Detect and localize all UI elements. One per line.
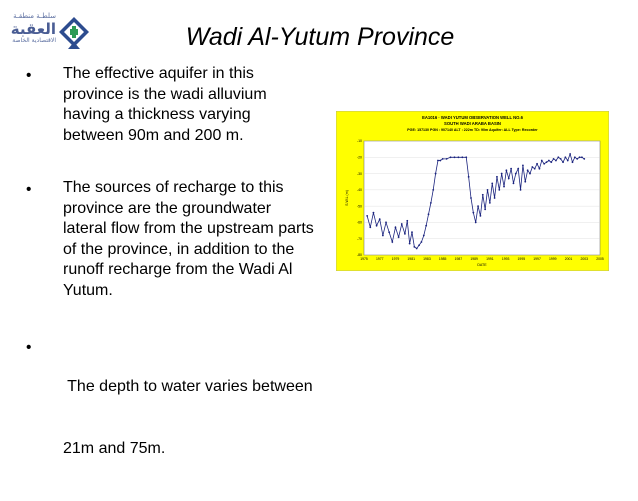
bullet-marker: •	[26, 67, 32, 84]
data-point	[369, 226, 371, 228]
data-point	[437, 160, 439, 162]
bullet-marker: •	[26, 339, 32, 356]
x-tick-label: 1987	[454, 257, 463, 261]
bullet-line: having a thickness varying	[63, 106, 251, 124]
data-point	[385, 222, 387, 224]
bullet-text-depth	[63, 336, 348, 501]
data-point	[560, 158, 562, 160]
data-point	[472, 212, 474, 214]
data-point	[477, 205, 479, 207]
data-point	[430, 202, 432, 204]
data-point	[496, 176, 498, 178]
bullet-text-recharge	[63, 178, 348, 302]
bullet-line: The depth to water varies between	[63, 378, 313, 396]
data-point	[569, 153, 571, 155]
data-point	[376, 225, 378, 227]
data-point	[404, 233, 406, 235]
data-point	[555, 160, 557, 162]
data-point	[539, 168, 541, 170]
data-point	[553, 158, 555, 160]
data-point	[583, 158, 585, 160]
x-tick-label: 1997	[533, 257, 541, 261]
logo-line-2: العقبة	[10, 20, 56, 38]
data-point	[491, 182, 493, 184]
data-point	[515, 173, 517, 175]
data-point	[550, 161, 552, 163]
x-tick-label: 2005	[596, 257, 604, 261]
data-point	[465, 156, 467, 158]
data-point	[529, 173, 531, 175]
y-tick-label: -80	[356, 253, 362, 258]
data-point	[513, 182, 515, 184]
data-point	[413, 246, 415, 248]
data-point	[382, 235, 384, 237]
chart-subtitle: SOUTH WADI ARABA BASIN	[444, 121, 501, 126]
data-point	[421, 241, 423, 243]
data-point	[524, 181, 526, 183]
x-tick-label: 1993	[501, 257, 510, 261]
x-tick-label: 1989	[470, 257, 478, 261]
data-point	[546, 161, 548, 163]
bullet-line: Yutum.	[63, 281, 113, 299]
data-point	[564, 156, 566, 158]
data-point	[428, 213, 430, 215]
y-tick-label: -30	[356, 171, 362, 176]
slide-title: Wadi Al-Yutum Province	[185, 23, 455, 51]
data-point	[484, 209, 486, 211]
y-tick-label: -70	[356, 236, 362, 241]
x-tick-label: 1991	[486, 257, 494, 261]
data-point	[557, 156, 559, 158]
data-point	[567, 160, 569, 162]
data-point	[458, 156, 460, 158]
bullet-line: lateral flow from the upstream parts	[63, 220, 314, 238]
data-point	[401, 223, 403, 225]
data-point	[522, 165, 524, 167]
x-axis-label: DATE	[477, 263, 487, 267]
data-point	[366, 215, 368, 217]
data-point	[510, 168, 512, 170]
data-point	[536, 163, 538, 165]
x-tick-label: 1975	[360, 257, 368, 261]
data-point	[543, 163, 545, 165]
data-point	[423, 235, 425, 237]
data-point	[505, 169, 507, 171]
x-tick-label: 1979	[391, 257, 400, 261]
bullet-marker: •	[26, 181, 32, 198]
y-tick-label: -60	[356, 220, 362, 225]
data-point	[482, 194, 484, 196]
data-point	[395, 226, 397, 228]
data-point	[489, 202, 491, 204]
bullet-text-aquifer	[63, 64, 348, 146]
data-point	[475, 222, 477, 224]
data-point	[494, 197, 496, 199]
x-tick-label: 1999	[549, 257, 557, 261]
data-point	[391, 241, 393, 243]
logo-line-1: سلطـة منطقـة	[13, 12, 56, 20]
data-point	[548, 160, 550, 162]
data-point	[409, 243, 411, 245]
data-point	[442, 158, 444, 160]
data-point	[446, 158, 448, 160]
x-tick-label: 1985	[438, 257, 447, 261]
data-point	[450, 156, 452, 158]
data-point	[461, 156, 463, 158]
data-point	[470, 197, 472, 199]
data-point	[541, 160, 543, 162]
data-point	[503, 186, 505, 188]
data-point	[501, 173, 503, 175]
data-point	[373, 212, 375, 214]
logo	[6, 12, 90, 58]
bullet-line: province are the groundwater	[63, 199, 272, 217]
logo-line-3: الاقتصادية الخاصة	[12, 37, 56, 44]
y-tick-label: -40	[356, 188, 362, 193]
chart-subtitle-2: PGE: 157130 PGN : 907140 ALT : 222m TD: 90m Aquifer: ALL Type: Recorder	[407, 128, 538, 132]
data-point	[576, 158, 578, 160]
hydrograph-chart	[336, 111, 609, 271]
logo-emblem-icon	[58, 16, 90, 50]
y-tick-label: -50	[356, 204, 362, 209]
x-tick-label: 2003	[580, 257, 589, 261]
data-point	[508, 178, 510, 180]
x-tick-label: 1977	[375, 257, 384, 261]
data-point	[454, 156, 456, 158]
x-tick-label: 1995	[517, 257, 526, 261]
data-point	[581, 156, 583, 158]
logo-wordmark	[6, 12, 56, 45]
bullet-line: province is the wadi alluvium	[63, 85, 267, 103]
data-point	[579, 156, 581, 158]
y-tick-label: -10	[356, 139, 362, 144]
data-point	[418, 244, 420, 246]
bullet-line: 21m and 75m.	[63, 439, 166, 457]
y-tick-label: -20	[356, 155, 362, 160]
bullet-line: The effective aquifer in this	[63, 65, 254, 82]
data-point	[520, 189, 522, 191]
data-point	[498, 189, 500, 191]
data-point	[468, 176, 470, 178]
bullet-line: of the province, in addition to the	[63, 240, 295, 258]
data-point	[527, 169, 529, 171]
chart-title: EA1016 · WADI YUTUM OBSERVATION WELL NO.6	[422, 115, 523, 120]
bullet-line: between 90m and 200 m.	[63, 126, 244, 144]
data-point	[411, 231, 413, 233]
data-point	[379, 218, 381, 220]
data-point	[562, 161, 564, 163]
x-tick-label: 1983	[423, 257, 431, 261]
bullet-line: runoff recharge from the Wadi Al	[63, 261, 293, 279]
data-point	[517, 168, 519, 170]
data-point	[406, 220, 408, 222]
data-point	[480, 215, 482, 217]
x-tick-label: 2001	[564, 257, 573, 261]
data-point	[425, 225, 427, 227]
data-point	[531, 166, 533, 168]
x-tick-label: 1981	[407, 257, 415, 261]
bullet-line: The sources of recharge to this	[63, 179, 284, 196]
y-axis-label: S.W.L (m)	[345, 190, 349, 206]
data-point	[534, 168, 536, 170]
data-point	[435, 173, 437, 175]
data-point	[388, 231, 390, 233]
data-point	[572, 161, 574, 163]
data-point	[416, 248, 418, 250]
data-point	[439, 160, 441, 162]
data-point	[487, 189, 489, 191]
data-point	[432, 189, 434, 191]
data-point	[574, 156, 576, 158]
data-point	[398, 236, 400, 238]
